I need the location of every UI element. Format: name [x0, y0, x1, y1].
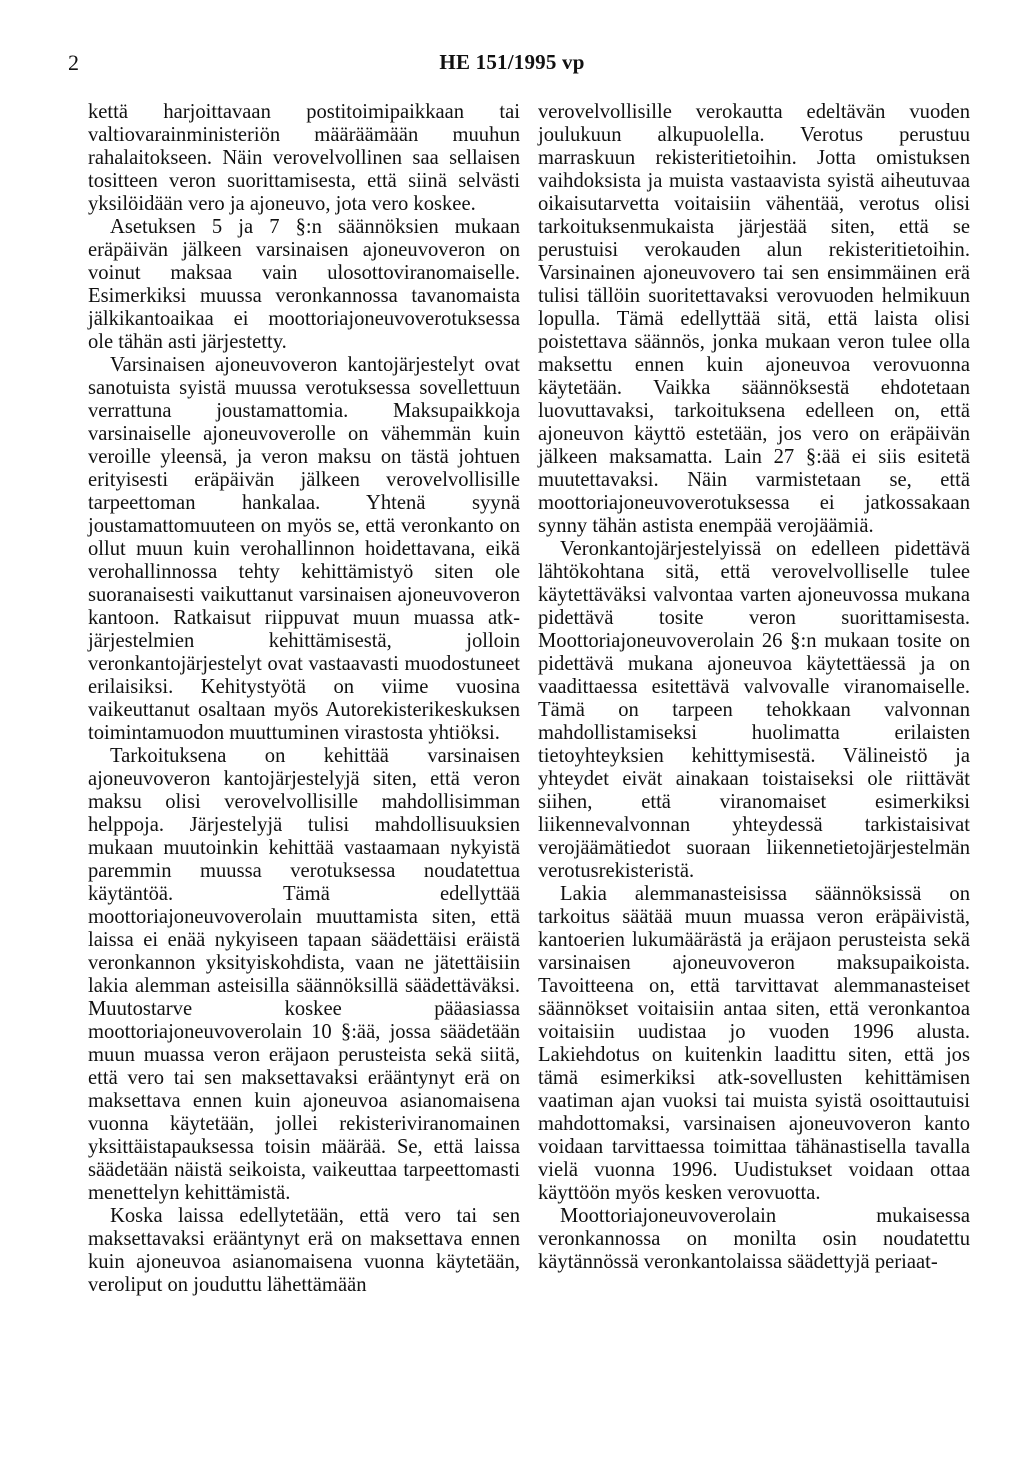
paragraph: kettä harjoittavaan postitoimipaikkaan tai valtiovarainministeriön määräämään muuhun rahalaitokseen. Näin verovelvollinen saa sellaisen tositteen veron suorittamisesta, että siinä selvästi yksilöidään vero ja ajoneuvo, jota vero koskee. — [88, 101, 520, 215]
page-number: 2 — [68, 50, 79, 75]
paragraph: Asetuksen 5 ja 7 §:n säännöksien mukaan eräpäivän jälkeen varsinaisen ajoneuvoveron on voinut maksaa vain ulosottoviranomaiselle. Esimerkiksi muussa veronkannossa tavanomaista jälkikantoaikaa ei moottoriajoneuvoverotuksessa ole tähän asti järjestetty. — [88, 216, 520, 353]
paragraph: Varsinaisen ajoneuvoveron kantojärjestelyt ovat sanotuista syistä muussa verotuksessa sovellettuun verrattuna joustamattomia. Maksupaikkoja varsinaiselle ajoneuvoverolle on vähemmän kuin veroille yleensä, ja veron maksu on tästä johtuen erityisesti eräpäivän jälkeen verovelvollisille tarpeettoman hankalaa. Yhtenä syynä joustamattomuuteen on myös se, että veronkanto on ollut muun kuin verohallinnon hoidettavana, eikä verohallinnossa tehty kehittämistyö siten ole suoranaisesti vaikuttanut varsinaisen ajoneuvoveron kantoon. Ratkaisut riippuvat muun muassa atk-järjestelmien kehittämisestä, jolloin veronkantojärjestelyt ovat vastaavasti muodostuneet erilaisiksi. Kehitystyötä on viime vuosina vaikeuttanut osaltaan myös Autorekisterikeskuksen toimintamuodon muuttuminen virastosta yhtiöksi. — [88, 354, 520, 744]
paragraph: Veronkantojärjestelyissä on edelleen pidettävä lähtökohtana sitä, että verovelvolliselle tulee käytettäväksi valvontaa varten ajoneuvossa mukana pidettävä tosite veron suorittamisesta. Moottoriajoneuvoverolain 26 §:n mukaan tosite on pidettävä mukana ajoneuvoa käytettäessä ja on vaadittaessa esitettävä valvovalle viranomaiselle. Tämä on tarpeen tehokkaan valvonnan mahdollistamiseksi huolimatta erilaisten tietoyhteyksien kehittymisestä. Välineistö ja yhteydet eivät ainakaan toistaiseksi ole riittävät siihen, että viranomaiset esimerkiksi liikennevalvonnan yhteydessä tarkistaisivat verojäämätiedot suoraan liikennetietojärjestelmän verotusrekisteristä. — [538, 538, 970, 882]
paragraph: Lakia alemmanasteisissa säännöksissä on tarkoitus säätää muun muassa veron eräpäivistä, kantoerien lukumäärästä ja eräjaon perusteista sekä varsinaisen ajoneuvoveron maksupaikoista. Tavoitteena on, että tarvittavat alemmanasteiset säännökset voitaisiin antaa siten, että veronkantoa voitaisiin uudistaa jo vuoden 1996 alusta. Lakiehdotus on kuitenkin laadittu siten, että jos tämä esimerkiksi atk-sovellusten kehittämisen vaatiman ajan vuoksi tai muista syistä osoittautuisi mahdottomaksi, varsinaisen ajoneuvoveron kanto voidaan tarvittaessa toimittaa tähänastisella tavalla vielä vuonna 1996. Uudistukset voidaan ottaa käyttöön myös kesken verovuotta. — [538, 883, 970, 1204]
paragraph: Moottoriajoneuvoverolain mukaisessa veronkannossa on monilta osin noudatettu käytännössä veronkantolaissa säädettyjä periaat- — [538, 1205, 970, 1273]
running-head: HE 151/1995 vp — [439, 50, 585, 74]
page-header — [0, 50, 1024, 84]
paragraph: Tarkoituksena on kehittää varsinaisen ajoneuvoveron kantojärjestelyjä siten, että veron maksu olisi verovelvollisille mahdollisimman helppoja. Järjestelyjä tulisi mahdollisuuksien mukaan muutoinkin kehittää vastaamaan nykyistä paremmin muussa verotuksessa noudatettua käytäntöä. Tämä edellyttää moottoriajoneuvoverolain muuttamista siten, että laissa ei enää nykyiseen tapaan säädettäisi eräistä veronkannon yksityiskohdista, vaan ne jätettäisiin lakia alemman asteisilla säännöksillä säädettäväksi. Muutostarve koskee pääasiassa moottoriajoneuvoverolain 10 §:ää, jossa säädetään muun muassa veron eräjaon perusteista sekä siitä, että vero tai sen maksettavaksi erääntynyt erä on maksettava ennen kuin ajoneuvoa asianomaisena vuonna käytetään, jollei rekisteriviranomainen yksittäistapauksessa toisin määrää. Se, että laissa säädetään näistä seikoista, vaikeuttaa tarpeettomasti menettelyn kehittämistä. — [88, 745, 520, 1204]
right-column — [538, 101, 970, 1274]
paragraph: verovelvollisille verokautta edeltävän vuoden joulukuun alkupuolella. Verotus perustuu marraskuun rekisteritietoihin. Jotta omistuksen vaihdoksista ja muista vastaavista syistä aiheutuvaa oikaisutarvetta voitaisiin vähentää, verotus olisi tarkoituksenmukaista järjestää siten, että se perustuisi verokauden alun rekisteritietoihin. Varsinainen ajoneuvovero tai sen ensimmäinen erä tulisi tällöin suoritettavaksi verovuoden helmikuun lopulla. Tämä edellyttää sitä, että laista olisi poistettava säännös, jonka mukaan veron tulee olla maksettu ennen kuin ajoneuvoa verovuonna käytetään. Vaikka säännöksestä ehdotetaan luovuttavaksi, tarkoituksena edelleen on, että ajoneuvon käyttö estetään, jos vero on eräpäivän jälkeen maksamatta. Lain 27 §:ää ei siis esitetä muutettavaksi. Näin varmistetaan se, että moottoriajoneuvoverotuksessa ei jatkossakaan synny tähän astista enempää verojäämiä. — [538, 101, 970, 537]
paragraph: Koska laissa edellytetään, että vero tai sen maksettavaksi erääntynyt erä on maksettava ennen kuin ajoneuvoa asianomaisena vuonna käytetään, veroliput on jouduttu lähettämään — [88, 1205, 520, 1296]
left-column — [88, 101, 520, 1297]
